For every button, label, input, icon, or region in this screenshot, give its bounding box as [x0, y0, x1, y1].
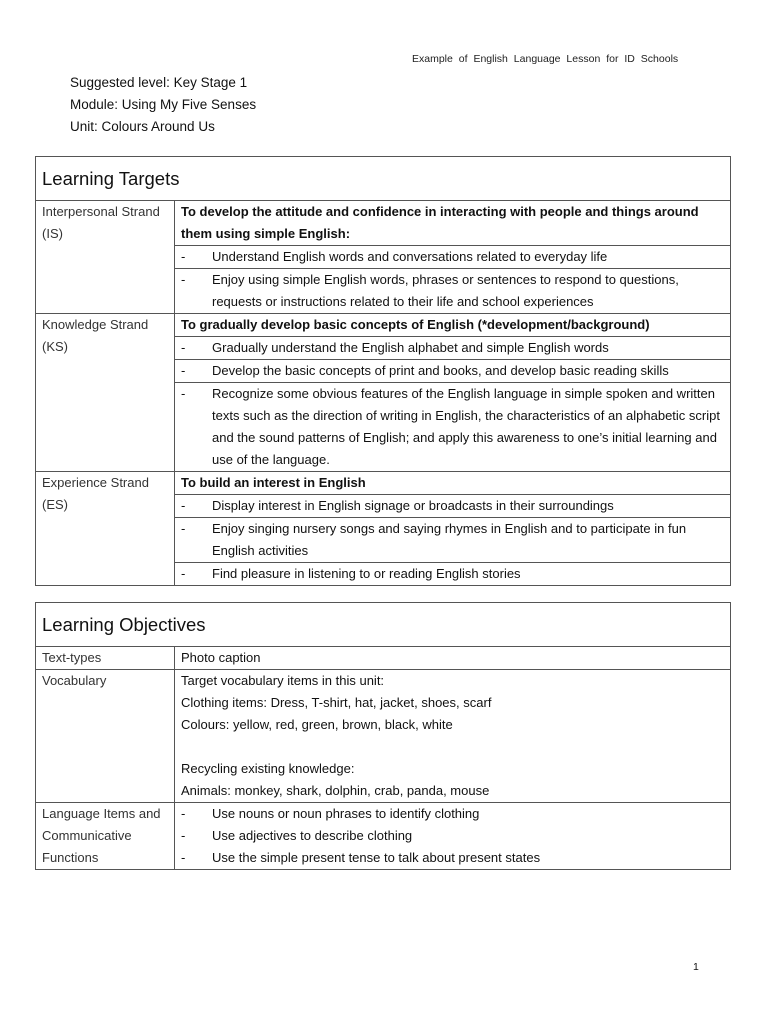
texttypes-value: Photo caption — [175, 647, 731, 670]
learning-objectives-table — [35, 602, 731, 870]
strand-es-item — [175, 518, 731, 563]
vocabulary-content — [175, 670, 731, 803]
strand-ks-label — [36, 314, 175, 472]
lesson-meta — [70, 72, 256, 138]
item-text: Gradually understand the English alphabet and simple English words — [212, 340, 609, 355]
vocab-line: Clothing items: Dress, T-shirt, hat, jacket, shoes, scarf — [181, 695, 492, 710]
vocab-line: Colours: yellow, red, green, brown, black, white — [181, 717, 453, 732]
strand-is-item — [175, 246, 731, 269]
strand-es-item — [175, 563, 731, 586]
bullet-dash: - — [181, 498, 186, 513]
bullet-dash: - — [181, 249, 186, 264]
strand-name: Interpersonal Strand — [42, 204, 160, 219]
language-item: Use the simple present tense to talk about present states — [212, 850, 541, 865]
vocab-line: Recycling existing knowledge: — [181, 761, 355, 776]
strand-is-label — [36, 201, 175, 314]
texttypes-label: Text-types — [36, 647, 175, 670]
learning-targets-table — [35, 156, 731, 586]
learning-targets-title: Learning Targets — [36, 157, 731, 201]
item-text: Recognize some obvious features of the English language in simple spoken and written texts such as the direction of writing in English, the characteristics of an alphabetic script and the sound patterns of English; and apply this awareness to one’s initial learning and use of the language. — [212, 386, 720, 467]
bullet-dash: - — [181, 386, 186, 401]
strand-es-heading: To build an interest in English — [175, 472, 731, 495]
vocab-line: Target vocabulary items in this unit: — [181, 673, 385, 688]
strand-name: Experience Strand — [42, 475, 149, 490]
page-header: Example of English Language Lesson for ID Schools — [412, 53, 679, 65]
item-text: Find pleasure in listening to or reading English stories — [212, 566, 521, 581]
bullet-dash: - — [181, 340, 186, 355]
bullet-dash: - — [181, 828, 186, 843]
page-number: 1 — [693, 961, 699, 973]
vocab-line: Animals: monkey, shark, dolphin, crab, panda, mouse — [181, 783, 490, 798]
strand-abbr: (ES) — [42, 497, 68, 512]
strand-es-item — [175, 495, 731, 518]
bullet-dash: - — [181, 566, 186, 581]
strand-is-heading: To develop the attitude and confidence in interacting with people and things around them using simple English: — [175, 201, 731, 246]
item-text: Enjoy using simple English words, phrases or sentences to respond to questions, requests or instructions related to their life and school experiences — [212, 272, 679, 309]
strand-name: Knowledge Strand — [42, 317, 149, 332]
label-line: Functions — [42, 850, 99, 865]
strand-ks-heading: To gradually develop basic concepts of English (*development/background) — [175, 314, 731, 337]
bullet-dash: - — [181, 806, 186, 821]
label-line: Language Items and — [42, 806, 161, 821]
strand-ks-item — [175, 337, 731, 360]
vocabulary-label: Vocabulary — [36, 670, 175, 803]
item-text: Enjoy singing nursery songs and saying rhymes in English and to participate in fun English activities — [212, 521, 687, 558]
strand-es-label — [36, 472, 175, 586]
language-items-content — [175, 803, 731, 870]
bullet-dash: - — [181, 521, 186, 536]
vocab-blank-line — [181, 736, 724, 758]
bullet-dash: - — [181, 850, 186, 865]
bullet-dash: - — [181, 363, 186, 378]
language-item: Use nouns or noun phrases to identify clothing — [212, 806, 480, 821]
language-items-label — [36, 803, 175, 870]
item-text: Develop the basic concepts of print and books, and develop basic reading skills — [212, 363, 669, 378]
learning-objectives-title: Learning Objectives — [36, 603, 731, 647]
unit-name: Unit: Colours Around Us — [70, 119, 215, 134]
item-text: Understand English words and conversations related to everyday life — [212, 249, 608, 264]
strand-abbr: (IS) — [42, 226, 63, 241]
strand-is-item — [175, 269, 731, 314]
module-name: Module: Using My Five Senses — [70, 97, 257, 112]
suggested-level: Suggested level: Key Stage 1 — [70, 75, 248, 90]
strand-ks-item — [175, 383, 731, 472]
bullet-dash: - — [181, 272, 186, 287]
strand-abbr: (KS) — [42, 339, 68, 354]
language-item: Use adjectives to describe clothing — [212, 828, 413, 843]
label-line: Communicative — [42, 828, 132, 843]
item-text: Display interest in English signage or broadcasts in their surroundings — [212, 498, 614, 513]
strand-ks-item — [175, 360, 731, 383]
